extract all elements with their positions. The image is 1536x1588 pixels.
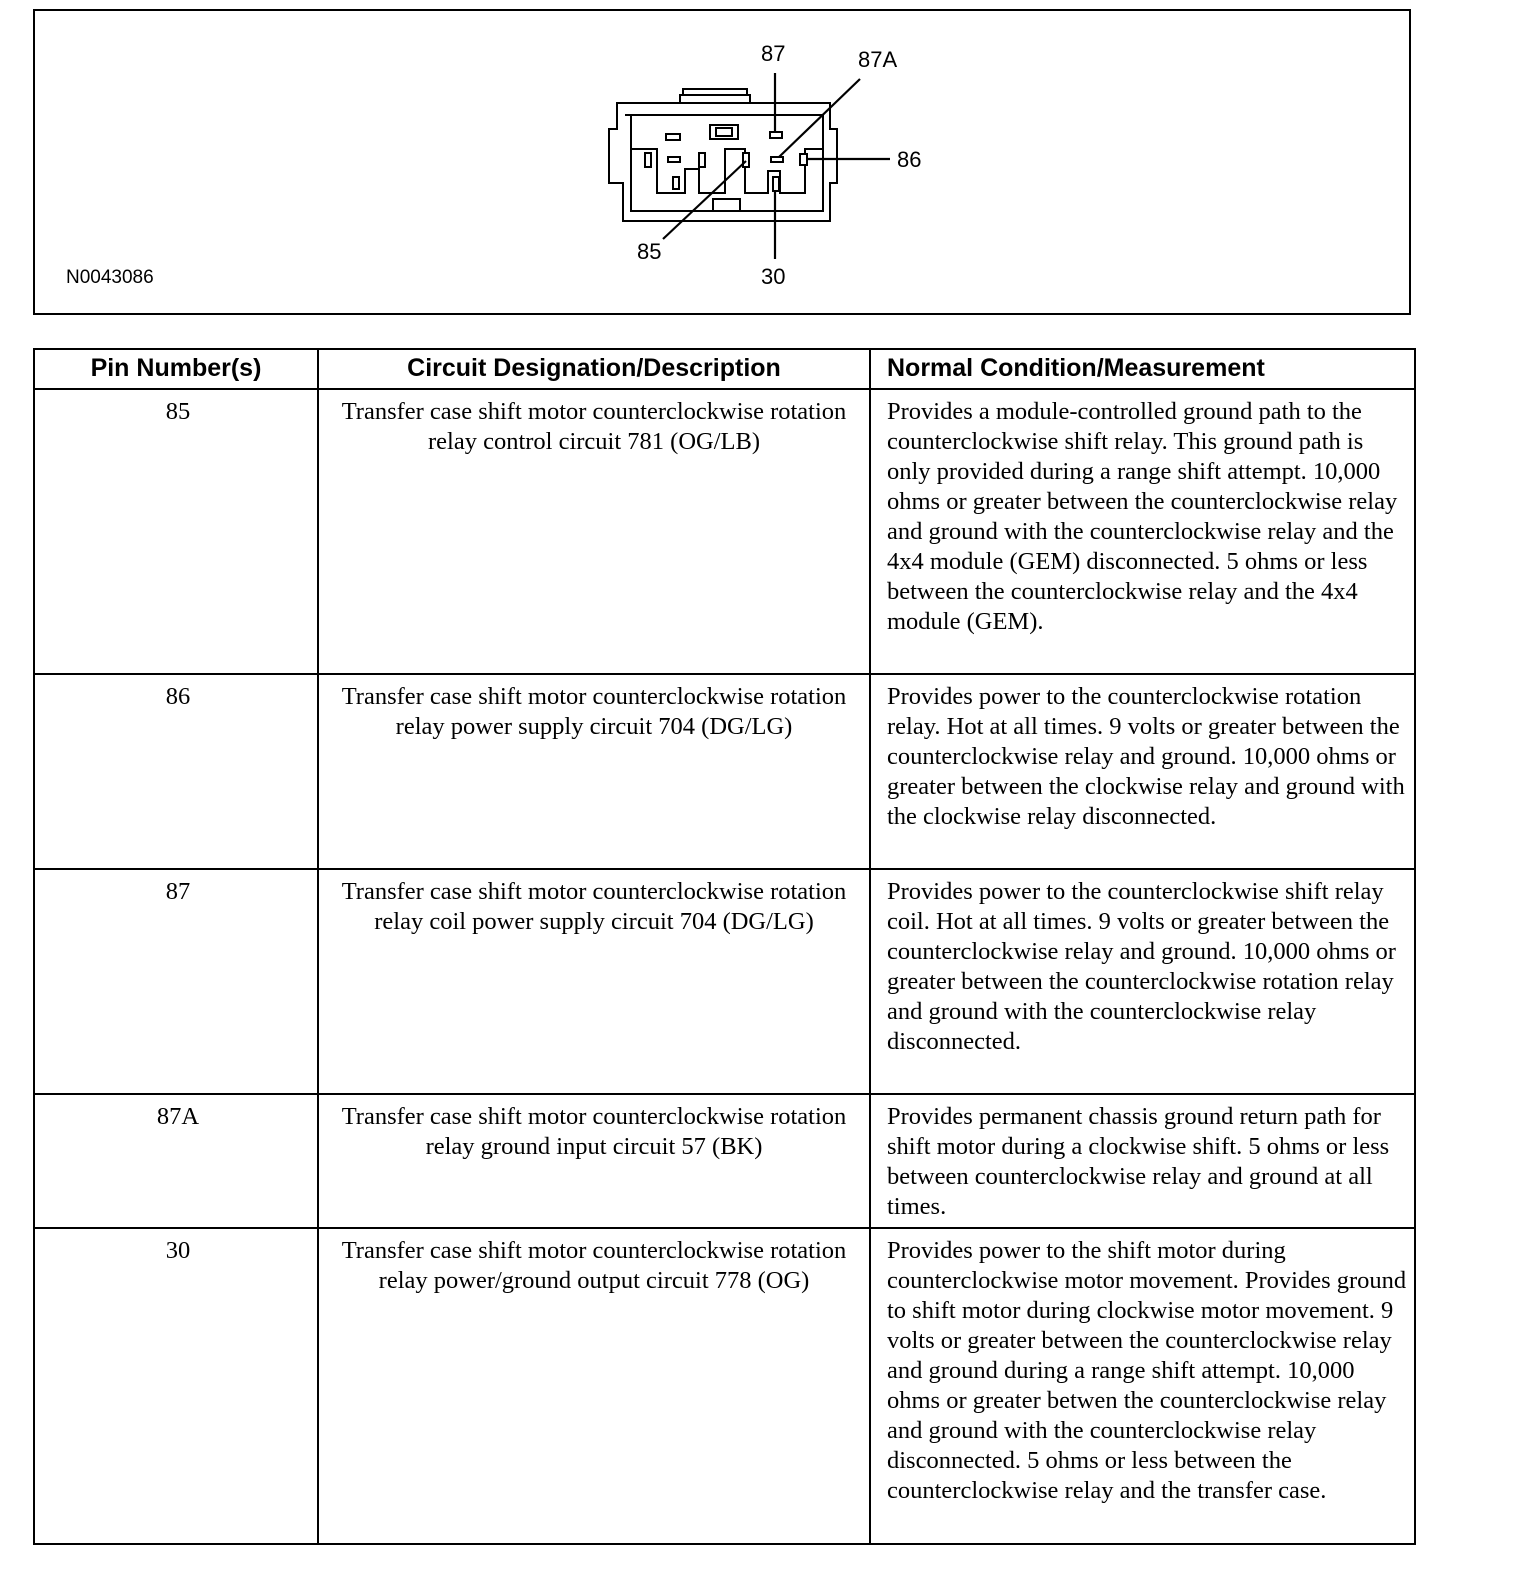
terminal-center-left: [668, 157, 680, 162]
condition-measurement: Provides power to the shift motor during counterclockwise motor movement. Provides ground to shift motor during clockwise motor movement. 9 volts or greater between the counterclockwise relay and ground during a range shift attempt. 10,000 ohms or greater betwen the counterclockwise relay and ground with the counterclockwise relay disconnected. 5 ohms or less between the counterclockwise relay and the transfer case.: [870, 1228, 1415, 1544]
relay-connector-diagram: [35, 11, 1413, 317]
terminal-30: [773, 177, 779, 191]
circuit-description: Transfer case shift motor counterclockwise rotation relay coil power supply circuit 704 (DG/LG): [318, 869, 870, 1094]
terminal-87a: [771, 157, 783, 162]
pin-label-87a: 87A: [858, 47, 898, 72]
table-row: [34, 869, 1415, 1094]
pin-label-30: 30: [761, 264, 786, 289]
header-circuit: Circuit Designation/Description: [318, 349, 870, 389]
circuit-description: Transfer case shift motor counterclockwise rotation relay control circuit 781 (OG/LB): [318, 389, 870, 674]
condition-measurement: Provides a module-controlled ground path to the counterclockwise shift relay. This ground path is only provided during a range shift attempt. 10,000 ohms or greater between the counterclockwise relay and ground with the counterclockwise relay and the 4x4 module (GEM) disconnected. 5 ohms or less between the counterclockwise relay and the 4x4 module (GEM).: [870, 389, 1415, 674]
condition-measurement: Provides power to the counterclockwise rotation relay. Hot at all times. 9 volts or greater between the counterclockwise relay and ground. 10,000 ohms or greater between the clockwise relay and ground with the clockwise relay disconnected.: [870, 674, 1415, 869]
terminal-center-right: [699, 153, 705, 167]
terminal-top-left: [666, 134, 680, 140]
pin-number: 87: [34, 869, 318, 1094]
table-row: [34, 1094, 1415, 1228]
table-row: [34, 674, 1415, 869]
header-condition: Normal Condition/Measurement: [870, 349, 1415, 389]
circuit-description: Transfer case shift motor counterclockwise rotation relay power supply circuit 704 (DG/LG): [318, 674, 870, 869]
table-row: [34, 1228, 1415, 1544]
header-pin-numbers: Pin Number(s): [34, 349, 318, 389]
pin-label-87: 87: [761, 41, 786, 66]
terminal-86: [800, 154, 807, 165]
terminal-85: [743, 153, 749, 167]
table-row: [34, 389, 1415, 674]
table-header-row: [34, 349, 1415, 389]
pin-label-86: 86: [897, 147, 922, 172]
circuit-description: Transfer case shift motor counterclockwise rotation relay ground input circuit 57 (BK): [318, 1094, 870, 1228]
connector-figure: [33, 9, 1411, 315]
pin-number: 85: [34, 389, 318, 674]
pin-number: 86: [34, 674, 318, 869]
condition-measurement: Provides power to the counterclockwise shift relay coil. Hot at all times. 9 volts or greater between the counterclockwise relay and ground. 10,000 ohms or greater between the counterclockwise rotation relay and ground with the counterclockwise relay disconnected.: [870, 869, 1415, 1094]
pin-table: [33, 348, 1416, 1545]
circuit-description: Transfer case shift motor counterclockwise rotation relay power/ground output circuit 778 (OG): [318, 1228, 870, 1544]
pin-label-85: 85: [637, 239, 662, 264]
pin-number: 30: [34, 1228, 318, 1544]
condition-measurement: Provides permanent chassis ground return path for shift motor during a clockwise shift. 5 ohms or less between counterclockwise relay and ground at all times.: [870, 1094, 1415, 1228]
terminal-87: [770, 132, 782, 138]
leader-87a: [779, 79, 860, 157]
terminal-left: [645, 153, 651, 167]
figure-id: N0043086: [66, 267, 154, 288]
pin-number: 87A: [34, 1094, 318, 1228]
terminal-bottom-left: [673, 177, 679, 189]
